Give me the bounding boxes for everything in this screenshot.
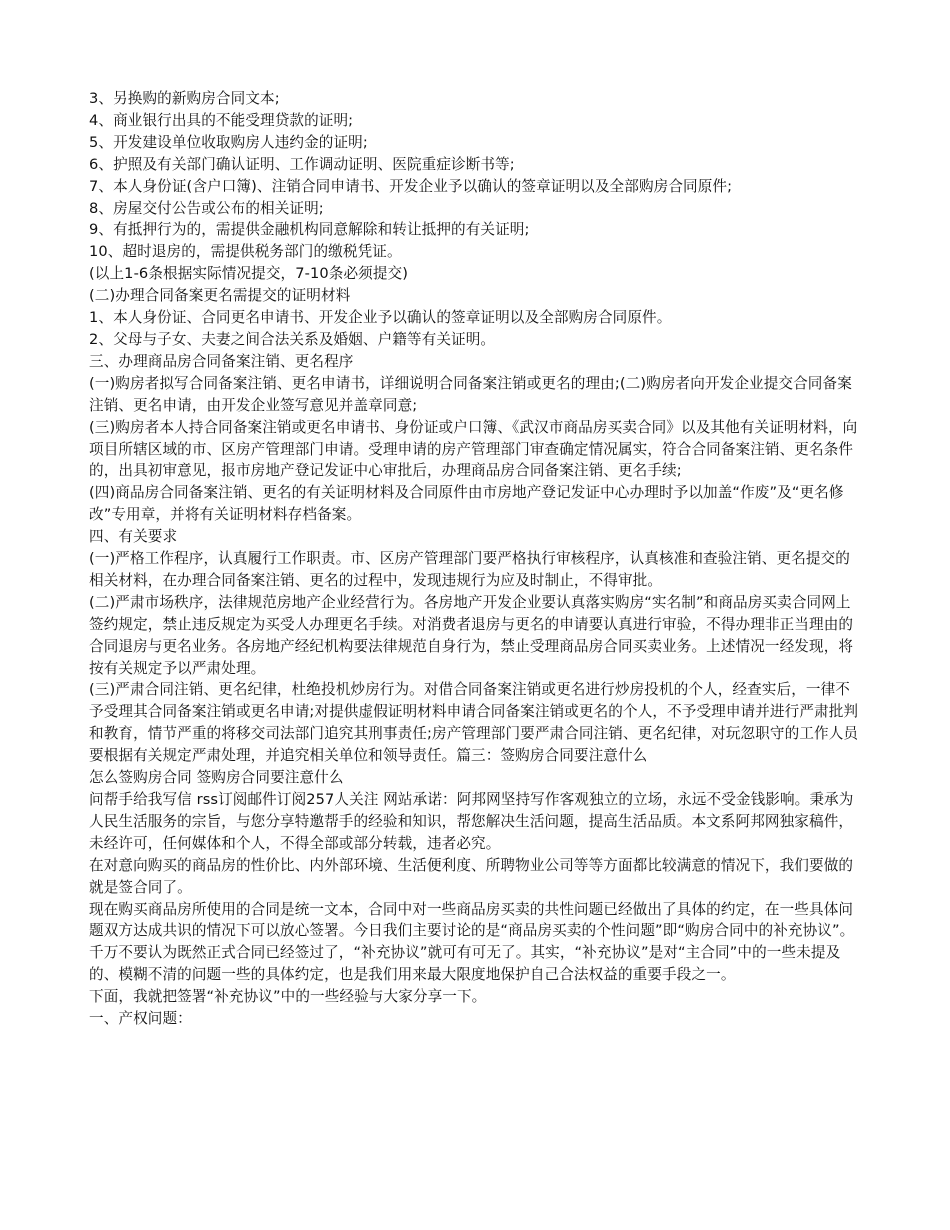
section-heading: 三、办理商品房合同备案注销、更名程序	[89, 352, 354, 370]
paragraph: (二)严肃市场秩序，法律规范房地产企业经营行为。各房地产开发企业要认真落实购房“实名制”和商品房买卖合同网上签约规定，禁止违反规定为买受人办理更名手续。对消费者退房与更名的申请要认真进行审验，不得办理非正当理由的合同退房与更名业务。各房地产经纪机构要法律规范自身行为，禁止受理商品房合同买卖业务。上述情况一经发现，将按有关规定予以严肃处理。	[89, 593, 854, 677]
doc-line: 3、另换购的新购房合同文本;	[89, 90, 280, 107]
paragraph: (一)严格工作程序，认真履行工作职责。市、区房产管理部门要严格执行审核程序，认真核准和查验注销、更名提交的相关材料，在办理合同备案注销、更名的过程中，发现违规行为应及时制止，不得审批。	[89, 550, 850, 589]
paragraph: (三)严肃合同注销、更名纪律，杜绝投机炒房行为。对借合同备案注销或更名进行炒房投机的个人，经查实后，一律不予受理其合同备案注销或更名申请;对提供虚假证明材料申请合同备案注销或更名的个人，不予受理申请并进行严肃批判和教育，情节严重的将移交司法部门追究其刑事责任;房产管理部门要严肃合同注销、更名纪律，对玩忽职守的工作人员要根据有关规定严肃处理，并追究相关单位和领导责任。篇三：签购房合同要注意什么	[89, 681, 859, 765]
doc-line: 1、本人身份证、合同更名申请书、开发企业予以确认的签章证明以及全部购房合同原件。	[89, 309, 672, 327]
paragraph: (一)购房者拟写合同备案注销、更名申请书，详细说明合同备案注销或更名的理由;(二)购房者向开发企业提交合同备案注销、更名申请，由开发企业签写意见并盖章同意;	[89, 374, 852, 414]
article-title: 怎么签购房合同 签购房合同要注意什么	[89, 769, 344, 787]
paragraph: 在对意向购买的商品房的性价比、内外部环境、生活便利度、所聘物业公司等等方面都比较满意的情况下，我们要做的就是签合同了。	[89, 856, 854, 896]
doc-line: 10、超时退房的，需提供税务部门的缴税凭证。	[89, 243, 402, 261]
doc-line: 6、护照及有关部门确认证明、工作调动证明、医院重症诊断书等;	[89, 155, 515, 173]
paragraph: (三)购房者本人持合同备案注销或更名申请书、身份证或户口簿、《武汉市商品房买卖合同》以及其他有关证明材料，向项目所辖区域的市、区房产管理部门申请。受理申请的房产管理部门审查确定情况属实，符合合同备案注销、更名条件的，出具初审意见，报市房地产登记发证中心审批后，办理商品房合同备案注销、更名手续;	[89, 418, 858, 480]
section-heading: 四、有关要求	[89, 528, 178, 546]
doc-line: 7、本人身份证(含户口簿)、注销合同申请书、开发企业予以确认的签章证明以及全部购房合同原件;	[89, 177, 733, 195]
doc-line: 5、开发建设单位收取购房人违约金的证明;	[89, 133, 368, 151]
doc-line: 9、有抵押行为的，需提供金融机构同意解除和转让抵押的有关证明;	[89, 221, 530, 239]
doc-line: 4、商业银行出具的不能受理贷款的证明;	[89, 111, 354, 129]
paragraph: 问帮手给我写信 rss订阅邮件订阅257人关注 网站承诺：阿邦网坚持写作客观独立的立场，永远不受金钱影响。秉承为人民生活服务的宗旨，与您分享特邀帮手的经验和知识，帮您解决生活问题，提高生活品质。本文系阿邦网独家稿件，未经许可，任何媒体和个人，不得全部或部分转载，违者必究。	[89, 791, 854, 852]
section-heading: (二)办理合同备案更名需提交的证明材料	[89, 287, 351, 305]
paragraph: 下面，我就把签署“补充协议”中的一些经验与大家分享一下。	[89, 988, 487, 1006]
doc-line: (以上1-6条根据实际情况提交，7-10条必须提交)	[89, 265, 409, 283]
section-heading: 一、产权问题：	[89, 1010, 192, 1028]
paragraph: 现在购买商品房所使用的合同是统一文本，合同中对一些商品房买卖的共性问题已经做出了具体的约定，在一些具体问题双方达成共识的情况下可以放心签署。今日我们主要讨论的是“商品房买卖的个性问题”即“购房合同中的补充协议”。千万不要认为既然正式合同已经签过了，“补充协议”就可有可无了。其实，“补充协议”是对“主合同”中的一些未提及的、模糊不清的问题一些的具体约定，也是我们用来最大限度地保护自己合法权益的重要手段之一。	[89, 900, 855, 984]
doc-line: 2、父母与子女、夫妻之间合法关系及婚姻、户籍等有关证明。	[89, 330, 496, 348]
doc-line: 8、房屋交付公告或公布的相关证明;	[89, 199, 324, 217]
paragraph: (四)商品房合同备案注销、更名的有关证明材料及合同原件由市房地产登记发证中心办理时予以加盖“作废”及“更名修改”专用章，并将有关证明材料存档备案。	[89, 484, 844, 524]
